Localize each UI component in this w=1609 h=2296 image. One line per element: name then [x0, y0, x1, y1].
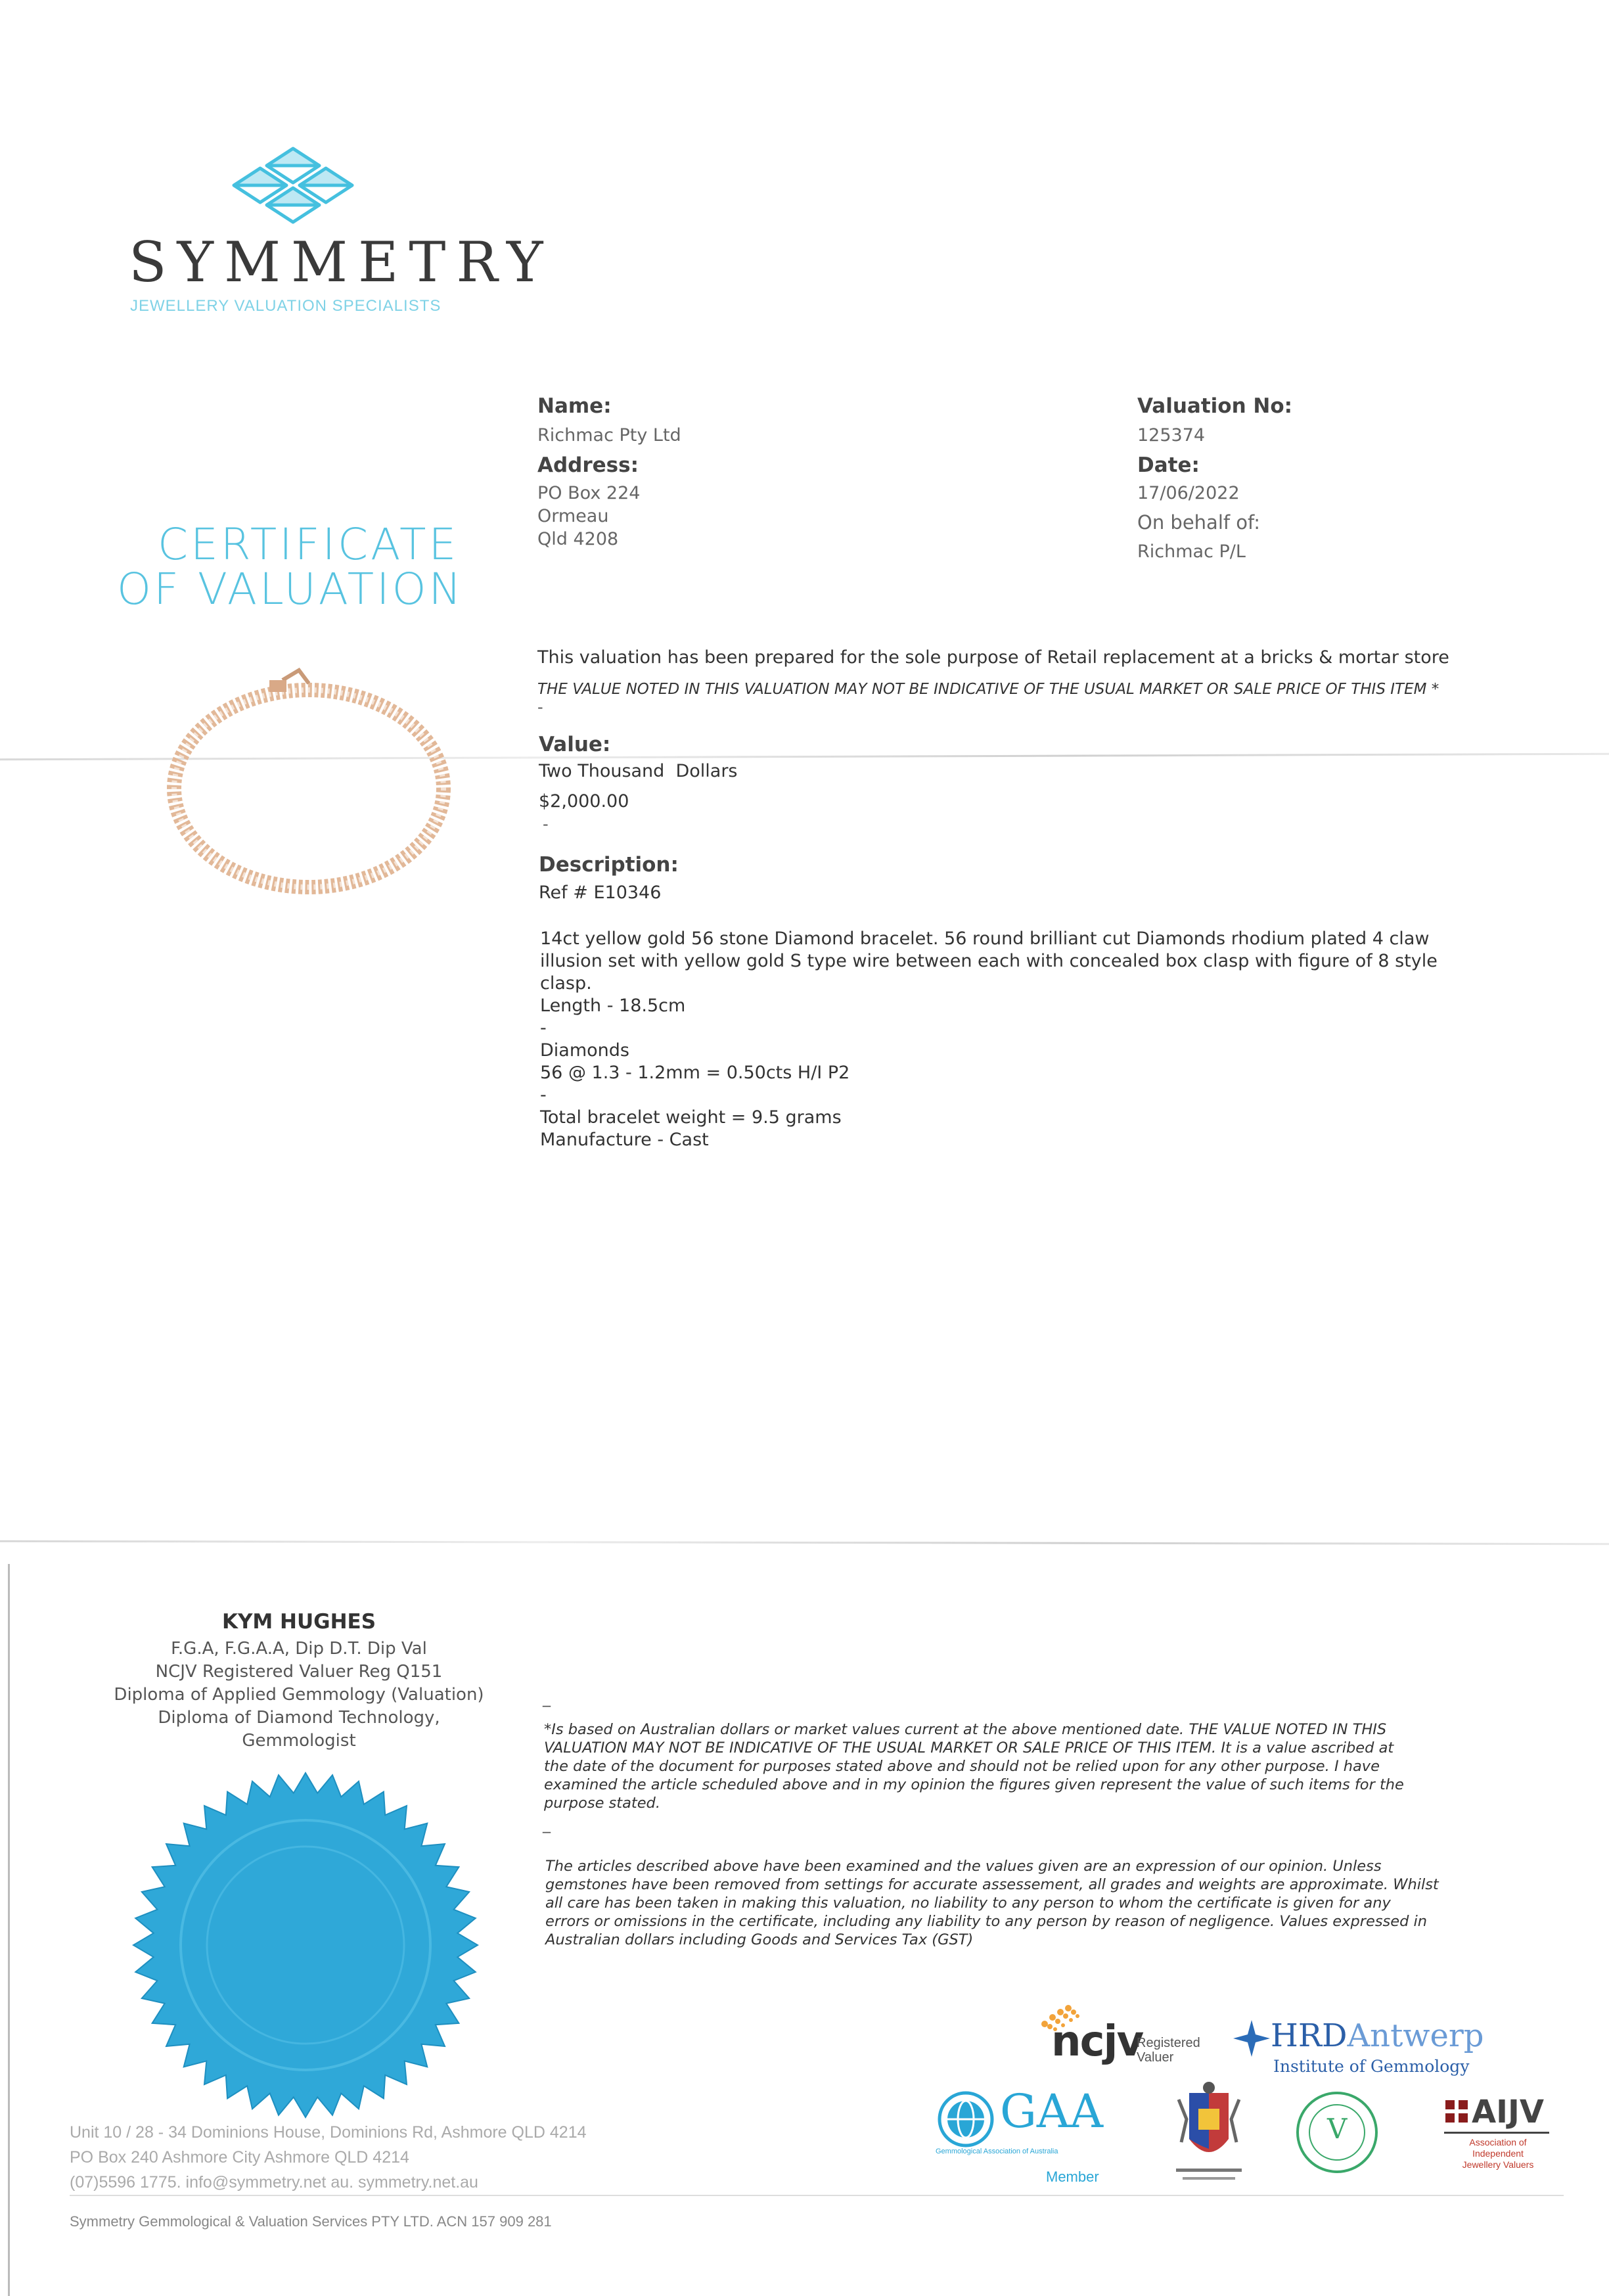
gaa-subtitle: Gemmological Association of Australia [936, 2147, 1058, 2155]
aijv-sub-line: Independent [1472, 2148, 1524, 2159]
description-paragraph [540, 928, 1438, 1151]
diamonds-detail: 56 @ 1.3 - 1.2mm = 0.50cts H/I P2 [540, 1063, 850, 1083]
note-line: *Is based on Australian dollars or market values current at the above mentioned date. THE VALUE NOTED IN THIS [544, 1721, 1387, 1738]
valuation-number: 125374 [1137, 425, 1206, 446]
note-line: examined the article scheduled above and in my opinion the figures given represent the value of such items for the [544, 1776, 1404, 1793]
address-label: Address: [537, 453, 639, 477]
address-line: Ormeau [537, 506, 609, 526]
manufacture-line: Manufacture - Cast [540, 1130, 709, 1150]
valuation-date: 17/06/2022 [1137, 483, 1240, 503]
purpose-statement [537, 647, 1449, 669]
aijv-sub-line: Jewellery Valuers [1462, 2159, 1534, 2170]
market-value-note [544, 1720, 1404, 1812]
footer-legal: Symmetry Gemmological & Valuation Services PTY LTD. ACN 157 909 281 [70, 2213, 552, 2230]
coat-of-arms-icon [1169, 2080, 1248, 2188]
description-line: 14ct yellow gold 56 stone Diamond bracelet. 56 round brilliant cut Diamonds rhodium plated 4 claw [540, 929, 1430, 949]
liability-note [545, 1857, 1439, 1949]
description-label: Description: [539, 853, 679, 877]
value-disclaimer: THE VALUE NOTED IN THIS VALUATION MAY NOT BE INDICATIVE OF THE USUAL MARKET OR SALE PRICE OF THIS ITEM * [537, 681, 1439, 698]
valuation-no-label: Valuation No: [1137, 394, 1293, 418]
ncjv-sub-line: Valuer [1137, 2050, 1174, 2065]
separator-dash: - [540, 1018, 547, 1038]
ncjv-logo: ncjv [1051, 2017, 1143, 2066]
separator-dash: - [540, 1085, 547, 1105]
separator-dash: - [543, 815, 549, 833]
address-line: (07)5596 1775. info@symmetry.net au. symmetry.net.au [70, 2173, 478, 2192]
footer-rule [70, 2195, 1564, 2196]
diamonds-label: Diamonds [540, 1040, 629, 1061]
client-name: Richmac Pty Ltd [537, 425, 681, 446]
note-line: purpose stated. [544, 1795, 660, 1812]
weight-line: Total bracelet weight = 9.5 grams [540, 1107, 842, 1128]
aijv-subtitle [1445, 2137, 1551, 2170]
aijv-logo: AIJV [1472, 2094, 1545, 2130]
note-line: gemstones have been removed from settings for accurate assessement, all grades and weights are approximate. Whilst [545, 1876, 1439, 1893]
bracelet-photo [151, 654, 466, 910]
ncjv-subtext [1137, 2036, 1200, 2065]
hrd-star-icon [1232, 2019, 1271, 2058]
valuer-qualification: Diploma of Diamond Technology, [158, 1708, 440, 1728]
valuer-qualification: NCJV Registered Valuer Reg Q151 [155, 1662, 443, 1682]
certificate-title-line1: CERTIFICATE [158, 519, 459, 570]
aijv-mark-icon [1445, 2100, 1469, 2126]
aijv-rule [1444, 2132, 1549, 2134]
gaa-globe-icon [936, 2090, 995, 2149]
paper-edge [8, 1564, 10, 2296]
note-line: The articles described above have been examined and the values given are an expression of our opinion. Unless [545, 1858, 1382, 1875]
ncjv-sub-line: Registered [1137, 2036, 1200, 2050]
fold-line-bottom [0, 1540, 1609, 1545]
separator-dash: _ [543, 1689, 551, 1707]
gaa-logo: GAA [1000, 2084, 1104, 2138]
on-behalf-value: Richmac P/L [1137, 541, 1246, 562]
valuer-block [39, 1610, 558, 1753]
value-label: Value: [539, 733, 611, 756]
value-amount: $2,000.00 [539, 791, 629, 812]
length-line: Length - 18.5cm [540, 996, 686, 1016]
aijv-sub-line: Association of [1469, 2137, 1527, 2147]
antwerp-text: Antwerp [1347, 2017, 1484, 2054]
reference-number: Ref # E10346 [539, 883, 662, 903]
description-line: illusion set with yellow gold S type wire between each with concealed box clasp with figure of 8 style [540, 951, 1438, 971]
note-line: all care has been taken in making this valuation, no liability to any person to whom the certificate is given for any [545, 1894, 1391, 1912]
valuer-qualification: F.G.A, F.G.A.A, Dip D.T. Dip Val [171, 1639, 427, 1659]
description-line: clasp. [540, 973, 592, 994]
wax-seal-icon [128, 1768, 483, 2123]
note-line: VALUATION MAY NOT BE INDICATIVE OF THE USUAL MARKET OR SALE PRICE OF THIS ITEM. It is a value ascribed at [544, 1739, 1394, 1756]
address-line: Unit 10 / 28 - 34 Dominions House, Dominions Rd, Ashmore QLD 4214 [70, 2123, 587, 2142]
footer-address [70, 2120, 587, 2195]
address-line: PO Box 240 Ashmore City Ashmore QLD 4214 [70, 2148, 409, 2167]
note-line: errors or omissions in the certificate, including any liability to any person by reason of negligence. Values expressed in [545, 1913, 1428, 1930]
valuer-name: KYM HUGHES [221, 1610, 376, 1634]
value-words: Two Thousand Dollars [539, 761, 738, 781]
valuer-qualification: Diploma of Applied Gemmology (Valuation) [114, 1685, 484, 1705]
certificate-title-line2: OF VALUATION [117, 564, 464, 614]
address-line: Qld 4208 [537, 529, 619, 549]
note-line: the date of the document for purposes stated above and should not be relied upon for any other purpose. I have [544, 1758, 1380, 1775]
hrd-antwerp-logo [1271, 2017, 1484, 2054]
purpose-prefix: This valuation has been prepared for the sole purpose of [537, 647, 1042, 668]
gaa-member: Member [1046, 2169, 1099, 2185]
name-label: Name: [537, 394, 612, 418]
separator-dash: - [537, 698, 543, 716]
hrd-subtitle: Institute of Gemmology [1273, 2057, 1470, 2076]
diamond-cluster-icon [221, 146, 365, 225]
company-name: SYMMETRY [129, 230, 554, 294]
company-tagline: JEWELLERY VALUATION SPECIALISTS [130, 297, 442, 315]
note-line: Australian dollars including Goods and Services Tax (GST) [545, 1931, 974, 1948]
valuer-qualification: Gemmologist [242, 1731, 356, 1751]
separator-dash: _ [543, 1815, 551, 1833]
address-line: PO Box 224 [537, 483, 641, 503]
valuer-roundel-letter: V [1327, 2113, 1348, 2145]
date-label: Date: [1137, 453, 1200, 477]
hrd-text: HRD [1271, 2017, 1348, 2054]
on-behalf-label: On behalf of: [1137, 511, 1260, 534]
purpose-value: Retail replacement at a bricks & mortar store [1047, 647, 1449, 668]
